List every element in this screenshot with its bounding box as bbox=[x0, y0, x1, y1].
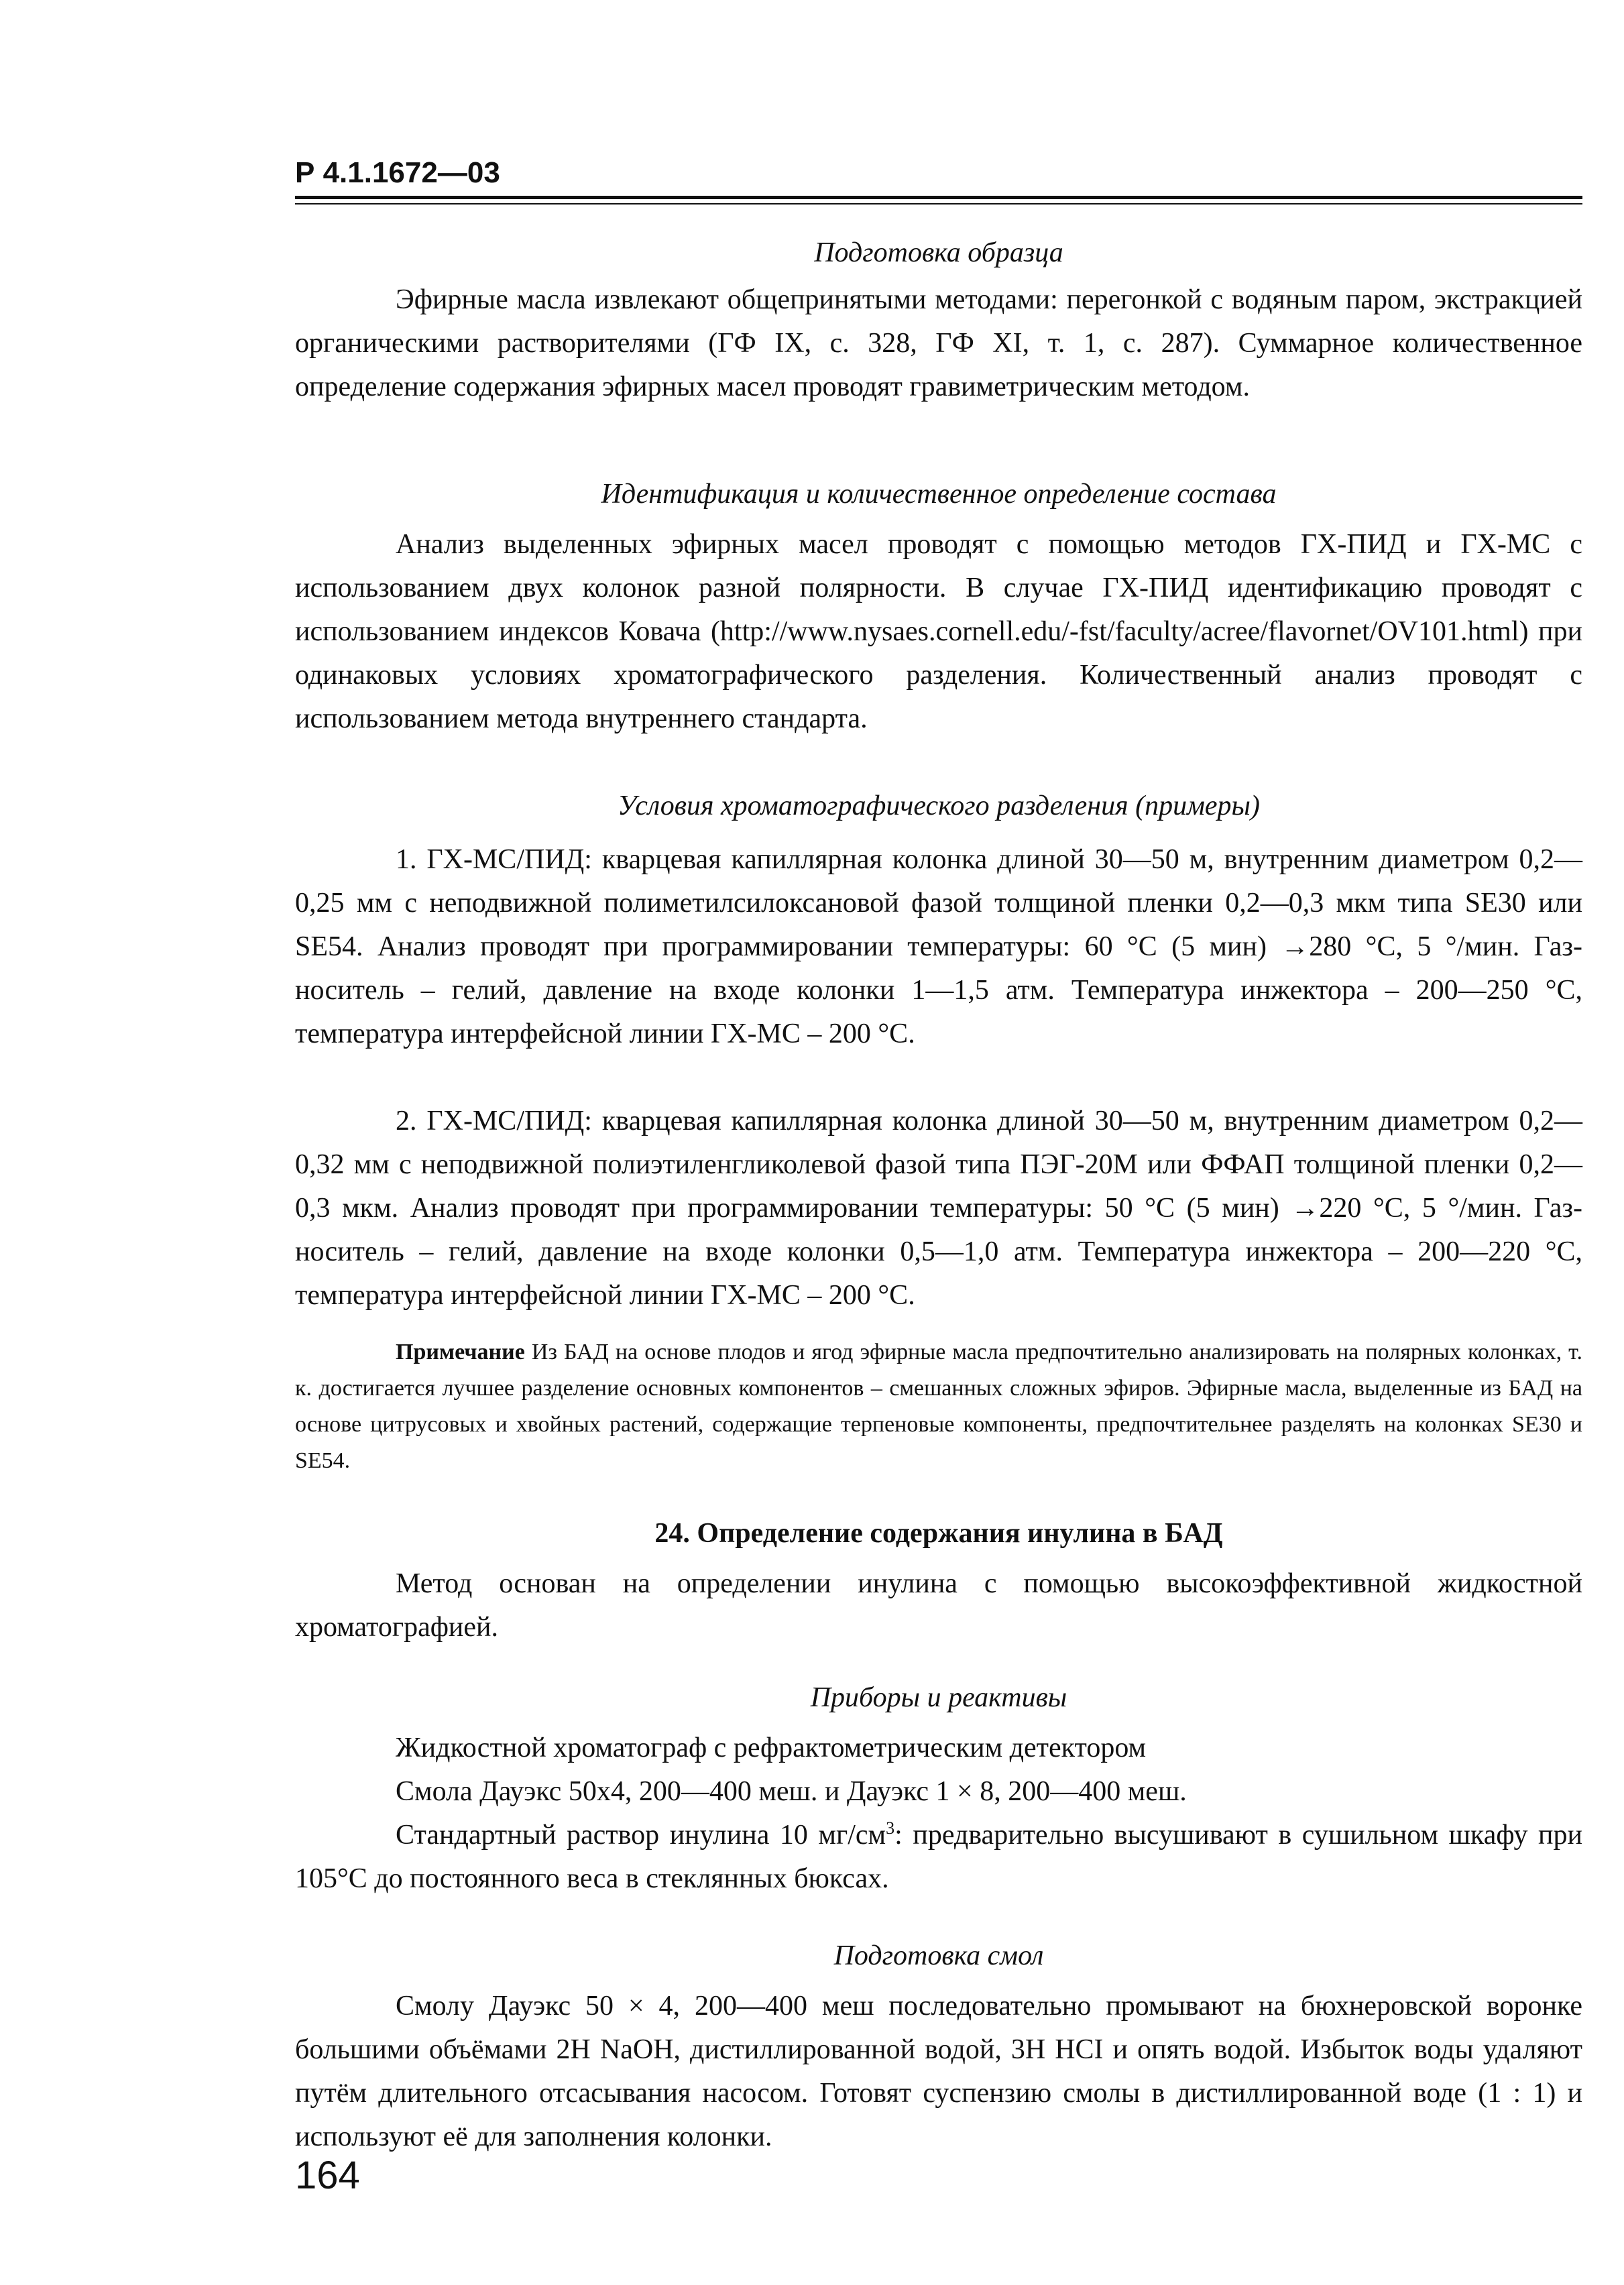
section-title-inulin: 24. Определение содержания инулина в БАД bbox=[654, 1518, 1223, 1549]
note-text: Из БАД на основе плодов и ягод эфирные масла предпочтительно анализировать на полярных колонках, т. к. достигается лучшее разделение основных компонентов – смешанных сложных эфиров. Эфирные масла, выделенные из БАД на основе цитрусовых и хвойных растений, содержащие терпеновые компоненты, предпочтительнее разделять на колонках SE30 и SE54. bbox=[295, 1340, 1582, 1473]
subheading-sample-prep: Подготовка образца bbox=[814, 237, 1063, 268]
standard-solution-text-a: Стандартный раствор инулина 10 мг/см bbox=[396, 1820, 886, 1851]
header-rule-thin bbox=[295, 203, 1582, 204]
paragraph-condition-2: 2. ГХ-МС/ПИД: кварцевая капиллярная колонка длиной 30—50 м, внутренним диаметром 0,2—0,32 мм с неподвижной полиэтиленгликолевой фазой типа ПЭГ-20М или ФФАП толщиной пленки 0,2—0,3 мкм. Анализ проводят при программировании температуры: 50 °C (5 мин) →220 °C, 5 °/мин. Газ-носитель – гелий, давление на входе колонки 0,5—1,0 атм. Температура инжектора – 200—220 °C, температура интерфейсной линии ГХ-МС – 200 °C. bbox=[295, 1106, 1582, 1311]
superscript-3: 3 bbox=[886, 1818, 895, 1838]
paragraph-sample-prep: Эфирные масла извлекают общепринятыми методами: перегонкой с водяным паром, экстракцией органическими растворителями (ГФ IX, с. 328, ГФ XI, т. 1, с. 287). Суммарное количественное определение содержания эфирных масел проводят гравиметрическим методом. bbox=[295, 284, 1582, 402]
paragraph-condition-1: 1. ГХ-МС/ПИД: кварцевая капиллярная колонка длиной 30—50 м, внутренним диаметром 0,2—0,25 мм с неподвижной полиметилсилоксановой фазой толщиной пленки 0,2—0,3 мкм типа SE30 или SE54. Анализ проводят при программировании температуры: 60 °C (5 мин) →280 °C, 5 °/мин. Газ-носитель – гелий, давление на входе колонки 1—1,5 атм. Температура инжектора – 200—250 °C, температура интерфейсной линии ГХ-МС – 200 °C. bbox=[295, 844, 1582, 1049]
standard-solution-text-b: : предварительно высушивают в сушильном шкафу при 105°С до постоянного веса в стеклянных бюксах. bbox=[295, 1820, 1582, 1894]
paragraph-identification: Анализ выделенных эфирных масел проводят с помощью методов ГХ-ПИД и ГХ-МС с использованием двух колонок разной полярности. В случае ГХ-ПИД идентификацию проводят с использованием индексов Ковача (http://www.nysaes.cornell.edu/-fst/faculty/acree/flavornet/OV101.html) при одинаковых условиях хроматографического разделения. Количественный анализ проводят с использованием метода внутреннего стандарта. bbox=[295, 529, 1582, 734]
line-chromatograph: Жидкостной хроматограф с рефрактометрическим детектором bbox=[396, 1733, 1147, 1763]
note-paragraph bbox=[295, 1334, 1582, 1479]
subheading-instruments: Приборы и реактивы bbox=[810, 1682, 1067, 1713]
subheading-conditions: Условия хроматографического разделения (примеры) bbox=[617, 790, 1260, 821]
page-number: 164 bbox=[295, 2154, 360, 2197]
note-label: Примечание bbox=[396, 1340, 525, 1364]
paragraph-inulin-method: Метод основан на определении инулина с помощью высокоэффективной жидкостной хроматографией. bbox=[295, 1568, 1582, 1643]
header-rule-thick bbox=[295, 196, 1582, 199]
line-resin: Смола Дауэкс 50x4, 200—400 меш. и Дауэкс 1 × 8, 200—400 меш. bbox=[396, 1776, 1187, 1807]
subheading-resin-prep: Подготовка смол bbox=[833, 1940, 1044, 1971]
paragraph-standard-solution bbox=[295, 1814, 1582, 1901]
subheading-identification: Идентификация и количественное определение состава bbox=[601, 479, 1277, 510]
document-page bbox=[295, 0, 1582, 2285]
document-code: Р 4.1.1672—03 bbox=[295, 156, 500, 189]
paragraph-resin-prep: Смолу Дауэкс 50 × 4, 200—400 меш последовательно промывают на бюхнеровской воронке большими объёмами 2Н NaOH, дистиллированной водой, 3Н HCI и опять водой. Избыток воды удаляют путём длительного отсасывания насосом. Готовят суспензию смолы в дистиллированной воде (1 : 1) и используют её для заполнения колонки. bbox=[295, 1991, 1582, 2152]
